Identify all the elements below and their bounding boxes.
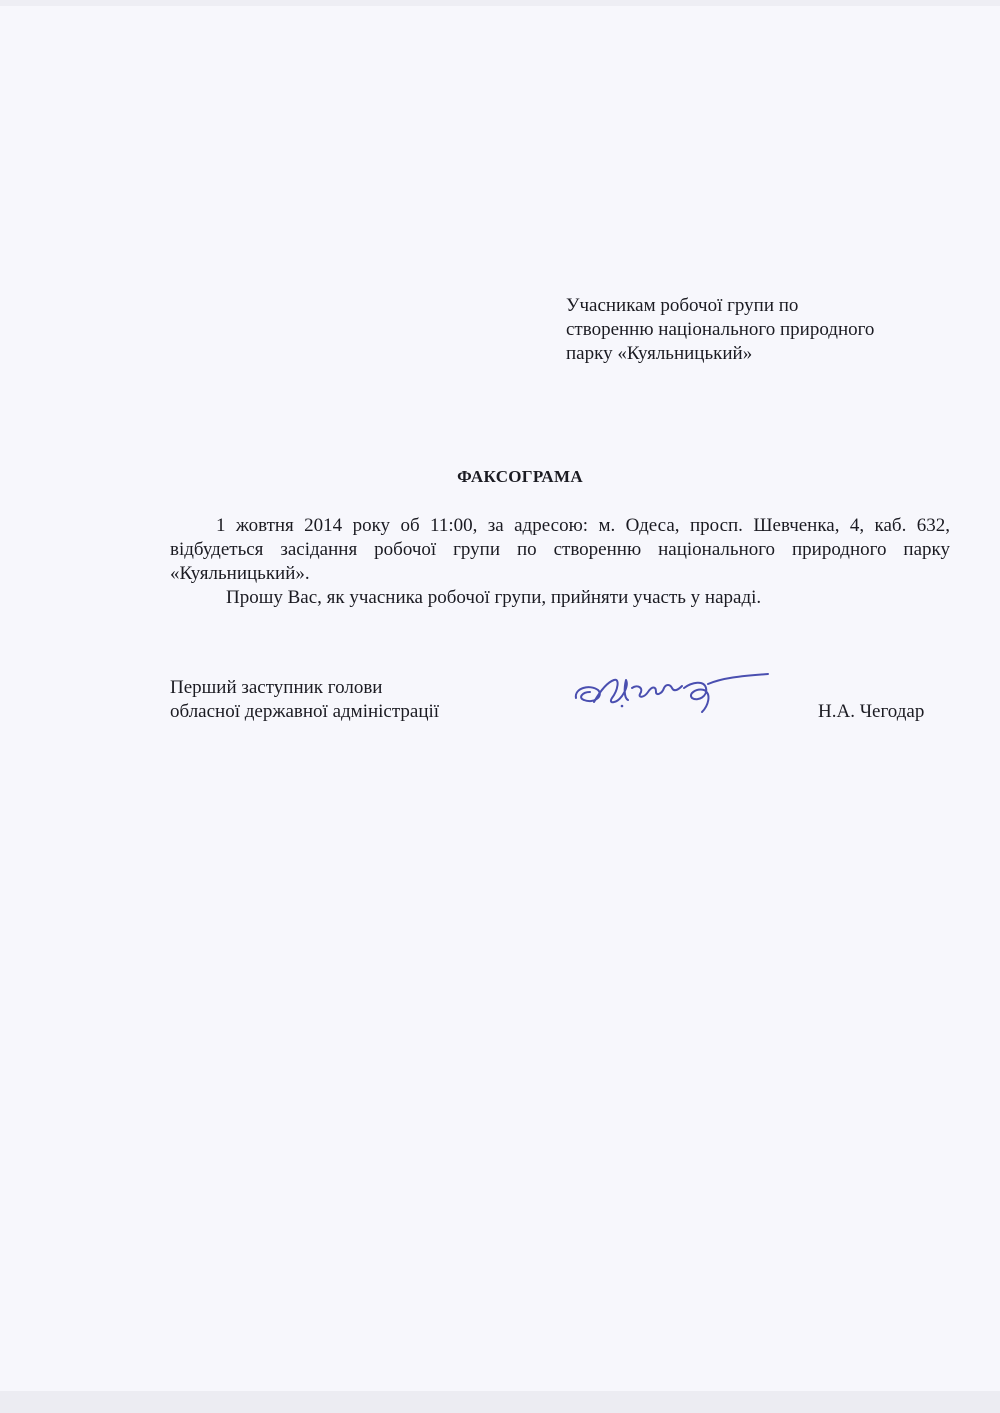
body-paragraph: 1 жовтня 2014 року об 11:00, за адресою: м. Одеса, просп. Шевченка, 4, каб. 632, відбудеться засідання робочої групи по створенню національного природного парку «Куяльницький». [170,515,950,584]
document-title: ФАКСОГРАМА [457,467,583,486]
signer-name: Н.А. Чегодар [818,701,925,722]
addressee-line: створенню національного природного [566,319,875,340]
addressee-line: парку «Куяльницький» [566,343,753,364]
signer-position [170,676,570,724]
body-paragraph: Прошу Вас, як учасника робочої групи, прийняти участь у нараді. [226,587,762,608]
scan-edge-top [0,0,1000,6]
signer-position-line: обласної державної адміністрації [170,701,440,722]
addressee-line: Учасникам робочої групи по [566,295,799,316]
addressee-block [566,294,966,366]
handwritten-signature [572,658,772,714]
signer-position-line: Перший заступник голови [170,677,383,698]
scan-edge-bottom [0,1391,1000,1413]
body-text [170,514,950,610]
